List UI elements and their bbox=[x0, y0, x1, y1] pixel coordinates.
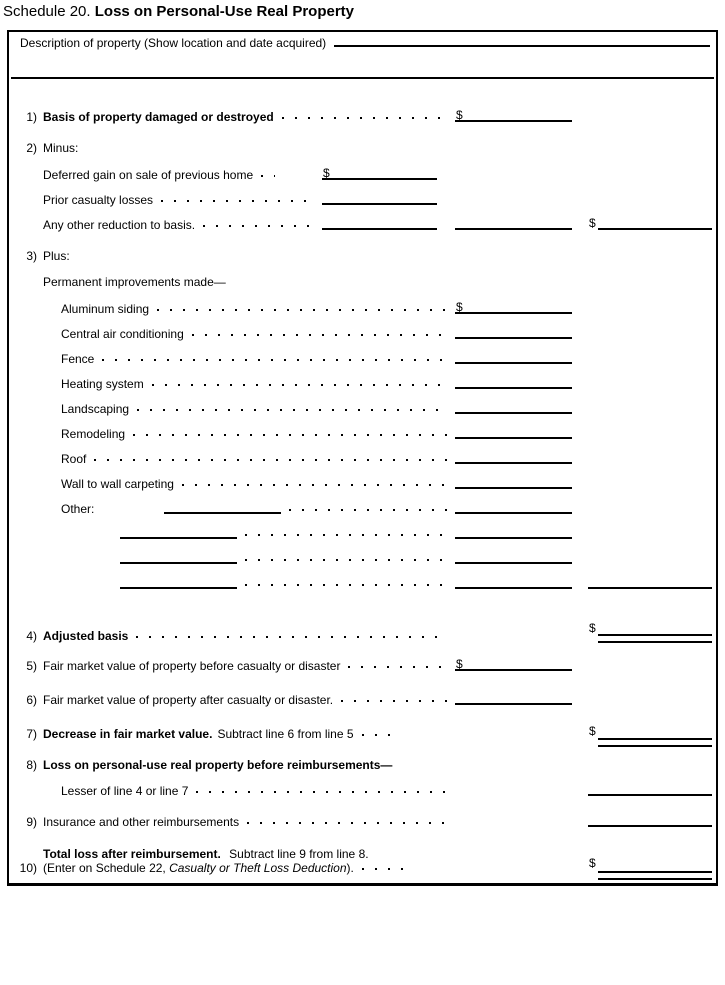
line-7-row bbox=[9, 716, 716, 741]
permanent-improvements-heading-row bbox=[9, 264, 716, 289]
permanent-improvements-heading: Permanent improvements made— bbox=[43, 275, 226, 289]
deferred-gain-amount-blank bbox=[322, 157, 437, 182]
amount-underline bbox=[455, 387, 572, 389]
line-10-label-bold: Total loss after reimbursement. bbox=[43, 847, 221, 861]
amount-underline bbox=[455, 312, 572, 314]
schedule-number: Schedule 20. bbox=[3, 3, 91, 20]
line-6-row bbox=[9, 682, 716, 707]
amount-underline bbox=[322, 178, 437, 180]
amount-underline bbox=[588, 794, 712, 796]
improvement-row-remodeling bbox=[9, 416, 716, 441]
spacer bbox=[588, 491, 712, 516]
other-writein-blank bbox=[164, 512, 281, 514]
spacer bbox=[588, 682, 712, 707]
improvement-amount-blank bbox=[455, 416, 572, 441]
line-2-label: Minus: bbox=[43, 141, 79, 155]
line-9-label: Insurance and other reimbursements bbox=[43, 815, 240, 829]
improvement-row-wall-to-wall-carpeting bbox=[9, 466, 716, 491]
line-10-label-line2 bbox=[43, 861, 412, 875]
spacer bbox=[588, 182, 712, 207]
spacer bbox=[455, 773, 572, 798]
improvement-row-heating-system bbox=[9, 366, 716, 391]
dot-leader bbox=[362, 868, 412, 870]
improvement-row-central-air bbox=[9, 316, 716, 341]
line-10-row bbox=[9, 835, 716, 875]
line-8-amount-blank bbox=[588, 773, 712, 798]
spacer bbox=[588, 648, 712, 673]
other-amount-blank bbox=[455, 491, 572, 516]
amount-underline bbox=[588, 825, 712, 827]
line-6-number: 6) bbox=[26, 693, 37, 707]
improvement-label: Remodeling bbox=[61, 427, 126, 441]
spacer bbox=[588, 516, 712, 541]
line-5-number: 5) bbox=[26, 659, 37, 673]
page-title bbox=[3, 3, 354, 20]
line-1-amount-blank bbox=[455, 99, 572, 124]
line-6-label: Fair market value of property after casualty or disaster. bbox=[43, 693, 334, 707]
line-2-deferred-gain-row bbox=[9, 157, 716, 182]
amount-underline bbox=[455, 537, 572, 539]
spacer bbox=[588, 341, 712, 366]
line-4-total-blank bbox=[588, 618, 712, 643]
improvement-amount-blank bbox=[455, 291, 572, 316]
line-10-note-prefix: (Enter on Schedule 22, bbox=[43, 861, 170, 875]
amount-underline bbox=[455, 669, 572, 671]
dot-leader bbox=[245, 534, 447, 536]
amount-underline bbox=[455, 337, 572, 339]
dot-leader bbox=[289, 509, 447, 511]
dot-leader bbox=[203, 225, 314, 227]
amount-underline bbox=[455, 562, 572, 564]
line-3-number: 3) bbox=[26, 249, 37, 263]
other-writein-blank bbox=[120, 537, 237, 539]
spacer bbox=[588, 391, 712, 416]
dot-leader bbox=[136, 636, 447, 638]
dot-leader bbox=[182, 484, 447, 486]
line-9-amount-blank bbox=[588, 804, 712, 829]
line-2-row bbox=[9, 130, 716, 155]
other-label: Other: bbox=[61, 502, 95, 516]
improvement-label: Central air conditioning bbox=[61, 327, 184, 341]
improvement-amount-blank bbox=[455, 391, 572, 416]
spacer bbox=[588, 316, 712, 341]
dot-leader bbox=[157, 309, 447, 311]
line-3-row bbox=[9, 238, 716, 263]
line-9-number: 9) bbox=[26, 815, 37, 829]
improvement-label: Fence bbox=[61, 352, 95, 366]
dollar-sign: $ bbox=[456, 300, 463, 314]
line-1-label: Basis of property damaged or destroyed bbox=[43, 110, 274, 124]
dot-leader bbox=[137, 409, 447, 411]
description-row bbox=[9, 32, 716, 50]
line-8-lesser-row bbox=[9, 773, 716, 798]
improvement-amount-blank bbox=[455, 316, 572, 341]
double-rule-underline bbox=[598, 634, 712, 643]
other-writein-blank bbox=[120, 587, 237, 589]
amount-underline bbox=[455, 362, 572, 364]
line-4-label: Adjusted basis bbox=[43, 629, 129, 643]
amount-underline bbox=[455, 487, 572, 489]
improvement-label: Landscaping bbox=[61, 402, 130, 416]
dollar-sign: $ bbox=[456, 657, 463, 671]
line-8-label: Loss on personal-use real property before reimbursements— bbox=[43, 758, 393, 772]
line-10-note-suffix: ). bbox=[346, 861, 354, 875]
line-10-label-line1 bbox=[43, 847, 412, 861]
line-10-total-blank bbox=[588, 835, 712, 875]
line-10-number: 10) bbox=[19, 861, 37, 875]
other-amount-blank bbox=[455, 516, 572, 541]
dot-leader bbox=[94, 459, 447, 461]
line-5-amount-blank bbox=[455, 648, 572, 673]
dollar-sign: $ bbox=[589, 621, 596, 635]
improvement-row-fence bbox=[9, 341, 716, 366]
other-reduction-label: Any other reduction to basis. bbox=[43, 218, 196, 232]
line-10-label-rest: Subtract line 9 from line 8. bbox=[229, 847, 369, 861]
improvement-amount-blank bbox=[455, 366, 572, 391]
line-7-total-blank bbox=[588, 716, 712, 741]
other-improvement-row-2 bbox=[9, 516, 716, 541]
other-improvement-row-3 bbox=[9, 541, 716, 566]
spacer bbox=[588, 157, 712, 182]
improvement-label: Aluminum siding bbox=[61, 302, 150, 316]
amount-underline bbox=[455, 120, 572, 122]
dot-leader bbox=[362, 734, 396, 736]
line-7-number: 7) bbox=[26, 727, 37, 741]
spacer bbox=[455, 182, 572, 207]
dollar-sign: $ bbox=[456, 108, 463, 122]
line-2-prior-casualty-row bbox=[9, 182, 716, 207]
amount-underline bbox=[588, 587, 712, 589]
amount-underline bbox=[455, 437, 572, 439]
plus-total-blank bbox=[588, 566, 712, 591]
line-3-label: Plus: bbox=[43, 249, 70, 263]
other-improvement-row-4 bbox=[9, 566, 716, 591]
improvement-label: Roof bbox=[61, 452, 87, 466]
spacer bbox=[588, 441, 712, 466]
dollar-sign: $ bbox=[589, 856, 596, 870]
line-2-number: 2) bbox=[26, 141, 37, 155]
description-blank-line-2 bbox=[11, 77, 714, 79]
lesser-of-label: Lesser of line 4 or line 7 bbox=[61, 784, 189, 798]
improvement-amount-blank bbox=[455, 341, 572, 366]
amount-underline bbox=[455, 587, 572, 589]
spacer bbox=[588, 416, 712, 441]
amount-underline bbox=[322, 203, 437, 205]
schedule-title: Loss on Personal-Use Real Property bbox=[94, 3, 354, 20]
dot-leader bbox=[348, 666, 447, 668]
other-amount-blank bbox=[455, 566, 572, 591]
line-10-note-italic: Casualty or Theft Loss Deduction bbox=[169, 861, 347, 875]
description-label: Description of property (Show location and date acquired) bbox=[20, 36, 327, 50]
spacer bbox=[455, 157, 572, 182]
amount-underline bbox=[598, 228, 712, 230]
improvement-row-roof bbox=[9, 441, 716, 466]
line-5-label: Fair market value of property before casualty or disaster bbox=[43, 659, 341, 673]
line-4-number: 4) bbox=[26, 629, 37, 643]
amount-underline bbox=[455, 512, 572, 514]
dot-leader bbox=[247, 822, 447, 824]
line-2-other-reduction-row bbox=[9, 207, 716, 232]
dot-leader bbox=[196, 791, 447, 793]
other-reduction-amount-blank bbox=[322, 207, 437, 232]
worksheet-box bbox=[7, 30, 718, 886]
other-improvement-row-1 bbox=[9, 491, 716, 516]
spacer bbox=[588, 466, 712, 491]
improvement-label: Wall to wall carpeting bbox=[61, 477, 174, 491]
dot-leader bbox=[102, 359, 447, 361]
minus-subtotal-blank bbox=[455, 207, 572, 232]
other-writein-blank bbox=[120, 562, 237, 564]
minus-total-blank bbox=[588, 207, 712, 232]
dollar-sign: $ bbox=[323, 166, 330, 180]
amount-underline bbox=[455, 228, 572, 230]
spacer bbox=[588, 99, 712, 124]
line-8-number: 8) bbox=[26, 758, 37, 772]
dollar-sign: $ bbox=[589, 216, 596, 230]
improvement-row-aluminum-siding bbox=[9, 291, 716, 316]
line-4-row bbox=[9, 618, 716, 643]
amount-underline bbox=[455, 462, 572, 464]
improvement-row-landscaping bbox=[9, 391, 716, 416]
line-7-label-rest: Subtract line 6 from line 5 bbox=[217, 727, 354, 741]
improvement-amount-blank bbox=[455, 466, 572, 491]
description-blank-line-1 bbox=[334, 45, 710, 47]
dot-leader bbox=[152, 384, 447, 386]
line-1-number: 1) bbox=[26, 110, 37, 124]
double-rule-underline bbox=[598, 738, 712, 747]
line-10-label-block bbox=[43, 847, 412, 875]
dot-leader bbox=[192, 334, 447, 336]
prior-casualty-amount-blank bbox=[322, 182, 437, 207]
line-6-amount-blank bbox=[455, 682, 572, 707]
improvement-amount-blank bbox=[455, 441, 572, 466]
spacer bbox=[455, 618, 572, 643]
dot-leader bbox=[161, 200, 314, 202]
dot-leader bbox=[133, 434, 447, 436]
dollar-sign: $ bbox=[589, 724, 596, 738]
other-amount-blank bbox=[455, 541, 572, 566]
deferred-gain-label: Deferred gain on sale of previous home bbox=[43, 168, 254, 182]
amount-underline bbox=[322, 228, 437, 230]
dot-leader bbox=[261, 175, 275, 177]
amount-underline bbox=[455, 703, 572, 705]
line-7-label-bold: Decrease in fair market value. bbox=[43, 727, 213, 741]
amount-underline bbox=[455, 412, 572, 414]
double-rule-underline bbox=[598, 871, 712, 880]
improvement-label: Heating system bbox=[61, 377, 144, 391]
line-5-row bbox=[9, 648, 716, 673]
line-9-row bbox=[9, 804, 716, 829]
spacer bbox=[588, 541, 712, 566]
line-1-row bbox=[9, 99, 716, 124]
dot-leader bbox=[245, 559, 447, 561]
prior-casualty-label: Prior casualty losses bbox=[43, 193, 154, 207]
dot-leader bbox=[245, 584, 447, 586]
spacer bbox=[588, 366, 712, 391]
line-8-row bbox=[9, 747, 716, 772]
spacer bbox=[455, 804, 572, 829]
dot-leader bbox=[341, 700, 447, 702]
dot-leader bbox=[282, 117, 447, 119]
spacer bbox=[588, 291, 712, 316]
